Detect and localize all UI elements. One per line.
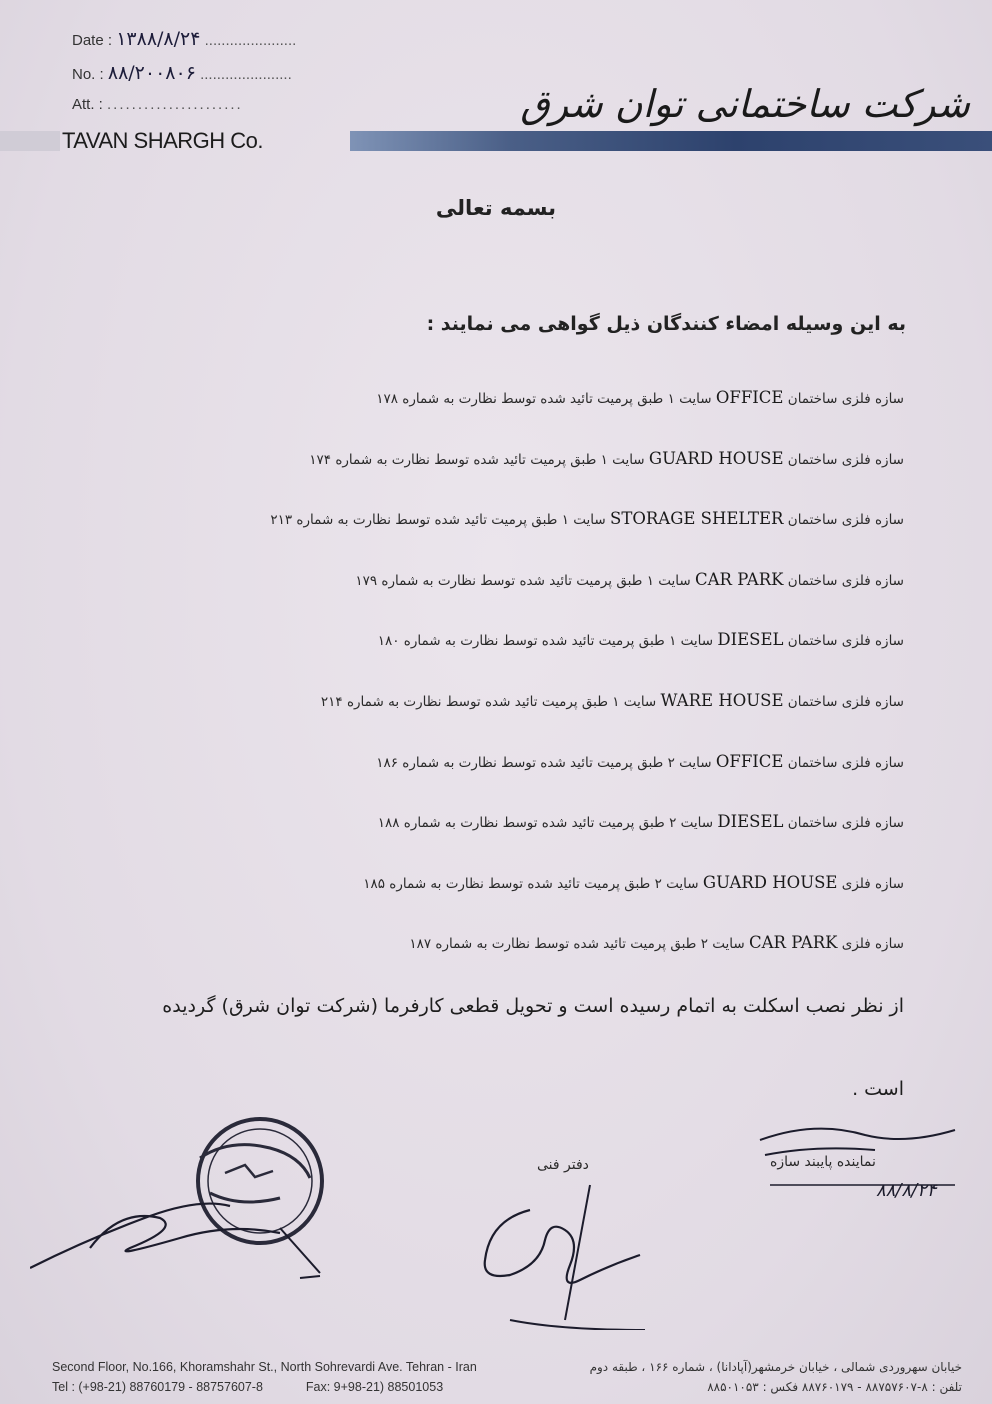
footer-phone-fa: تلفن : ۸-۸۸۷۵۷۶۰۷ - ۸۸۷۶۰۱۷۹ فکس : ۸۸۵۰۱۰۵۳: [707, 1380, 962, 1394]
number-value: ۸۸/۲۰۰۸۰۶: [107, 62, 196, 84]
item-suffix: سایت ۱ طبق پرمیت تائید شده توسط نظارت به شماره ۱۷۸: [376, 391, 712, 407]
conclusion-end-text: است .: [852, 1078, 904, 1100]
item-building: DIESEL: [717, 630, 784, 650]
footer-fax-en: Fax: 9+98-21) 88501053: [305, 1380, 444, 1394]
footer-address-en: Second Floor, No.166, Khoramshahr St., North Sohrevardi Ave. Tehran - Iran: [52, 1360, 477, 1374]
band-left-segment: [0, 131, 60, 151]
item-suffix: سایت ۲ طبق پرمیت تائید شده توسط نظارت به شماره ۱۸۶: [376, 754, 712, 771]
item-building: STORAGE SHELTER: [610, 509, 784, 529]
band-right-segment: [350, 131, 992, 151]
item-suffix: سایت ۱ طبق پرمیت تائید شده توسط نظارت به شماره ۱۸۰: [377, 633, 714, 650]
item-prefix: سازه فلزی ساختمان: [787, 633, 904, 650]
item-prefix: سازه فلزی ساختمان: [787, 815, 904, 832]
technical-office-label: دفتر فنی: [537, 1157, 589, 1173]
item-prefix: سازه فلزی ساختمان: [787, 693, 904, 710]
intro-text: به این وسیله امضاء کنندگان ذیل گواهی می نمایند :: [426, 313, 906, 335]
conclusion-text: از نظر نصب اسکلت به اتمام رسیده است و تحویل قطعی کارفرما (شرکت توان شرق) گردیده: [162, 995, 904, 1017]
item-suffix: سایت ۲ طبق پرمیت تائید شده توسط نظارت به شماره ۱۸۷: [409, 936, 745, 953]
item-prefix: سازه فلزی ساختمان: [787, 451, 904, 468]
date-label: Date :: [72, 32, 113, 49]
list-item: [204, 449, 904, 510]
item-suffix: سایت ۱ طبق پرمیت تائید شده توسط نظارت به شماره ۱۷۴: [309, 451, 645, 468]
footer-address-fa: خیابان سهروردی شمالی ، خیابان خرمشهر(آپادانا) ، شماره ۱۶۶ ، طبقه دوم: [589, 1360, 962, 1374]
item-suffix: سایت ۱ طبق پرمیت تائید شده توسط نظارت به شماره ۲۱۳: [270, 512, 606, 529]
list-item: [204, 509, 904, 570]
representative-date: ۸۸/۸/۲۴: [876, 1180, 937, 1201]
item-prefix: سازه فلزی ساختمان: [787, 391, 904, 407]
list-item: [204, 630, 904, 691]
item-building: OFFICE: [715, 751, 784, 771]
company-name-en: TAVAN SHARGH Co.: [62, 128, 264, 153]
representative-label: نماینده پایبند سازه: [770, 1154, 876, 1170]
list-item: [204, 752, 904, 813]
list-item: [204, 388, 904, 449]
date-value: ۱۳۸۸/۸/۲۴: [116, 28, 201, 50]
number-field: [72, 62, 292, 84]
item-building: WARE HOUSE: [660, 690, 784, 710]
list-item: [204, 570, 904, 631]
item-prefix: سازه فلزی ساختمان: [787, 754, 904, 771]
item-prefix: سازه فلزی: [841, 875, 904, 892]
number-dots: ......................: [200, 66, 292, 83]
list-item: [204, 691, 904, 752]
date-dots: ......................: [204, 32, 297, 49]
date-field: [72, 28, 296, 50]
item-building: CAR PARK: [748, 933, 838, 953]
item-building: GUARD HOUSE: [648, 448, 784, 468]
attention-label: Att. :: [72, 96, 103, 113]
invocation-heading: بسمه تعالی: [435, 196, 557, 220]
technical-office-signature: [470, 1180, 660, 1330]
attention-field: [72, 96, 243, 113]
item-prefix: سازه فلزی ساختمان: [787, 572, 904, 589]
list-item: [204, 873, 904, 934]
footer-tel-en: Tel : (+98-21) 88760179 - 88757607-8: [52, 1380, 263, 1394]
item-suffix: سایت ۲ طبق پرمیت تائید شده توسط نظارت به شماره ۱۸۸: [377, 815, 714, 832]
list-item: [204, 812, 904, 873]
footer-phone-en: [52, 1380, 443, 1394]
item-prefix: سازه فلزی ساختمان: [787, 512, 904, 529]
item-suffix: سایت ۲ طبق پرمیت تائید شده توسط نظارت به شماره ۱۸۵: [363, 875, 699, 892]
item-building: CAR PARK: [695, 569, 784, 589]
attention-dots: ......................: [107, 96, 243, 113]
item-building: GUARD HOUSE: [702, 872, 838, 892]
item-list: [204, 388, 904, 994]
item-prefix: سازه فلزی: [841, 936, 904, 953]
company-logo-fa: شرکت ساختمانی توان شرق: [520, 82, 970, 126]
company-stamp: [30, 1098, 360, 1298]
item-suffix: سایت ۱ طبق پرمیت تائید شده توسط نظارت به شماره ۲۱۴: [320, 693, 657, 710]
item-building: OFFICE: [715, 388, 784, 407]
item-suffix: سایت ۱ طبق پرمیت تائید شده توسط نظارت به شماره ۱۷۹: [355, 572, 691, 589]
item-building: DIESEL: [717, 812, 784, 832]
list-item: [204, 933, 904, 994]
number-label: No. :: [72, 66, 104, 83]
